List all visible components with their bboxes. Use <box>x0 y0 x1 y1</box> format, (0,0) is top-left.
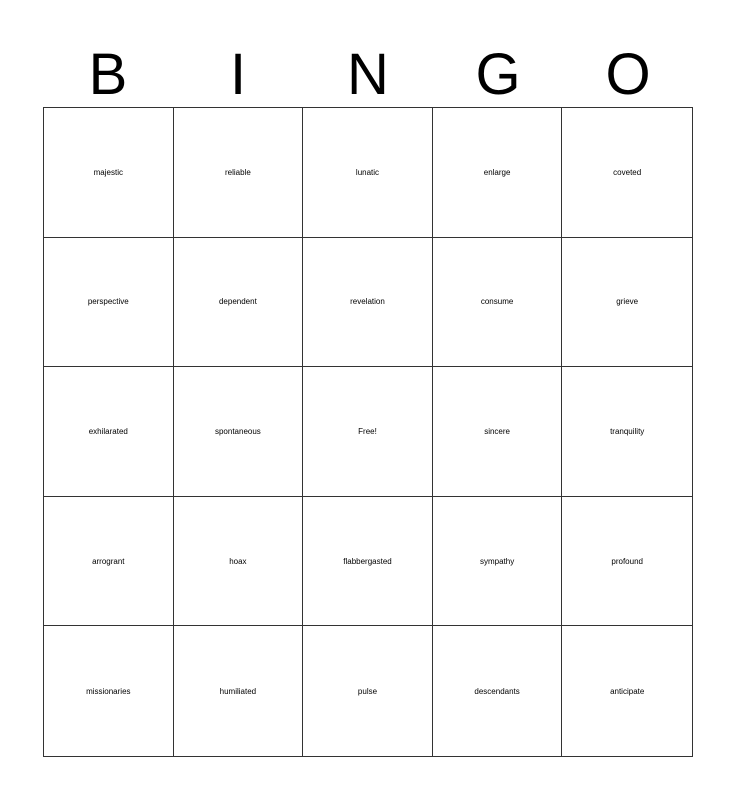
bingo-cell: dependent <box>174 238 304 368</box>
bingo-cell: sympathy <box>433 497 563 627</box>
bingo-cell: reliable <box>174 108 304 238</box>
bingo-cell: exhilarated <box>44 367 174 497</box>
bingo-cell: missionaries <box>44 626 174 756</box>
header-letter-n: N <box>347 42 389 107</box>
bingo-cell: spontaneous <box>174 367 304 497</box>
bingo-cell: anticipate <box>610 686 645 696</box>
bingo-cell: enlarge <box>433 108 563 238</box>
bingo-cell: perspective <box>44 238 174 368</box>
bingo-cell: grieve <box>562 238 692 368</box>
bingo-cell: lunatic <box>303 108 433 238</box>
bingo-cell-free: Free! <box>303 367 433 497</box>
bingo-header <box>43 42 693 108</box>
bingo-cell: arrogrant <box>44 497 174 627</box>
bingo-cell: tranquility <box>562 367 692 497</box>
bingo-cell: coveted <box>562 108 692 238</box>
bingo-cell: consume <box>433 238 563 368</box>
bingo-cell: flabbergasted <box>303 497 433 627</box>
bingo-cell: pulse <box>303 626 433 756</box>
bingo-cell: revelation <box>303 238 433 368</box>
bingo-cell: profound <box>562 497 692 627</box>
header-letter-o: O <box>605 42 651 107</box>
header-letter-i: I <box>229 42 247 107</box>
bingo-board <box>43 107 693 757</box>
header-letter-g: G <box>475 42 521 107</box>
bingo-cell: sincere <box>433 367 563 497</box>
header-letter-b: B <box>88 42 128 107</box>
bingo-cell: hoax <box>174 497 304 627</box>
bingo-cell: majestic <box>44 108 174 238</box>
bingo-cell: humiliated <box>174 626 304 756</box>
bingo-cell: descendants <box>433 626 563 756</box>
